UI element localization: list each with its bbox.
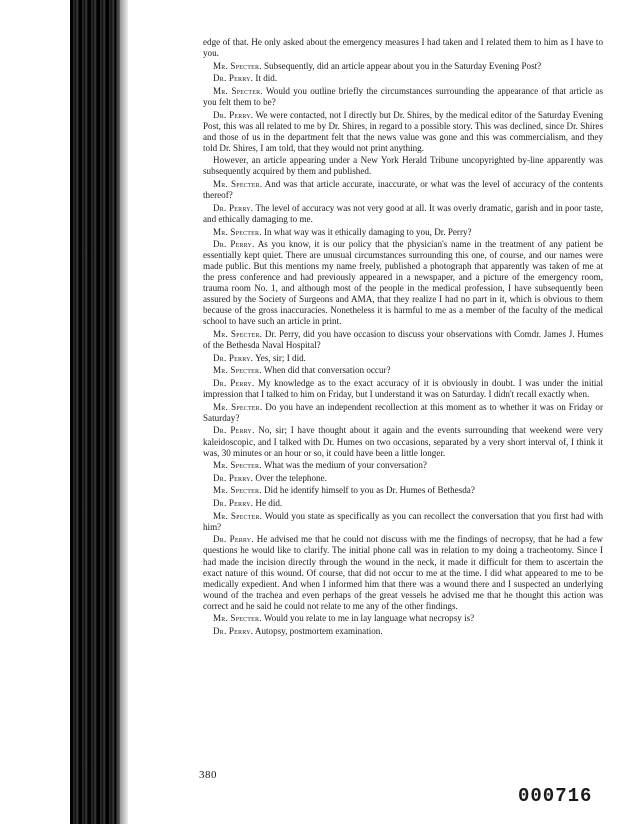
paragraph: Mr. Specter. What was the medium of your conversation? — [213, 460, 427, 471]
testimony-text — [203, 37, 603, 639]
paragraph: Dr. Perry. It did. — [213, 73, 278, 84]
paragraph: Mr. Specter. Would you outline briefly the circumstances surrounding the appearance of that article as you felt them to be? — [203, 85, 604, 108]
paragraph: Mr. Specter. Subsequently, did an article appear about you in the Saturday Evening Post? — [213, 60, 542, 71]
paragraph: Mr. Specter. Would you relate to me in lay language what necropsy is? — [213, 613, 475, 624]
paragraph: Mr. Specter. Do you have an independent recollection at this moment as to whether it was on Friday or Saturday? — [203, 401, 604, 423]
paragraph: Dr. Perry. He did. — [213, 498, 283, 509]
paragraph: Dr. Perry. Yes, sir; I did. — [213, 352, 306, 363]
page-gutter — [120, 0, 128, 824]
paragraph: Dr. Perry. My knowledge as to the exact accuracy of it is obviously in doubt. I was under the initial impression that I talked to him on Friday, but I understand it was on Saturday. I didn't recall exactly when. — [203, 378, 603, 400]
paragraph: Mr. Specter. Did he identify himself to you as Dr. Humes of Bethesda? — [213, 485, 475, 496]
paragraph: Dr. Perry. Autopsy, postmortem examination. — [213, 626, 383, 636]
paragraph: Dr. Perry. We were contacted, not I directly but Dr. Shires, by the medical editor of the Saturday Evening Post, this was all related to me by Dr. Shires, in regard to a possible story. This was declined, since Dr. Shires and those of us in the department felt that the news value was gone and this was commercialism, and they told Dr. Shires, I am told, that they would not print anything. — [203, 109, 603, 153]
paragraph: Dr. Perry. He advised me that he could not discuss with me the findings of necropsy, that he had a few questions he would like to clarify. The initial phone call was in relation to my doing a tracheotomy. Since I had made the incision directly through the wound in the neck, it made it difficult for them to ascertain the exact nature of this wound. Of course, that did not occur to me at the time. I did what appeared to me to be medically expedient. And when I informed him that there was a wound there and I suspected an underlying wound of the trachea and even perhaps of the great vessels he advised me that he thought this action was correct and he said he could not relate to me any of the other findings. — [203, 534, 603, 611]
paragraph: However, an article appearing under a New York Herald Tribune uncopyrighted by-line apparently was subsequently acquired by them and published. — [203, 155, 603, 177]
paragraph: Mr. Specter. Dr. Perry, did you have occasion to discuss your observations with Comdr. James J. Humes of the Bethesda Naval Hospital? — [203, 329, 604, 351]
paragraph: edge of that. He only asked about the emergency measures I had taken and I related them to him as I have to you. — [203, 37, 603, 59]
paragraph: Dr. Perry. Over the telephone. — [213, 472, 327, 483]
paragraph: Mr. Specter. And was that article accurate, inaccurate, or what was the level of accuracy of the contents thereof? — [203, 179, 603, 201]
paragraph: Mr. Specter. In what way was it ethically damaging to you, Dr. Perry? — [213, 226, 472, 237]
paragraph: Mr. Specter. When did that conversation occur? — [213, 365, 391, 376]
paragraph: Mr. Specter. Would you state as specifically as you can recollect the conversation that you first had with him? — [203, 510, 603, 532]
paragraph: Dr. Perry. No, sir; I have thought about it again and the events surrounding that weekend were very kaleidoscopic, and I talked with Dr. Humes on two occasions, separated by a very short interval of, I think it was, 30 minutes or an hour or so, it could have been a little longer. — [203, 425, 604, 458]
paragraph: Dr. Perry. The level of accuracy was not very good at all. It was overly dramatic, garish and in poor taste, and ethically damaging to me. — [203, 202, 604, 224]
book-binding-shadow — [70, 0, 118, 824]
bates-number: 000716 — [518, 785, 593, 807]
paragraph: Dr. Perry. As you know, it is our policy that the physician's name in the treatment of any patient be essentially kept quiet. There are unusual circumstances surrounding this one, of course, and our names were made public. But this mentions my name freely, published a photograph that apparently was taken of me at the press conference and had previously appeared in a newspaper, and a picture of the emergency room, trauma room No. 1, and although most of the people in the medical profession, I have subsequently been assured by the Society of Surgeons and AMA, that they realize I had no part in it, which is obvious to them because of the gross inaccuracies. Nonetheless it is harmful to me as a member of the faculty of the medical school to have such an article in print. — [203, 239, 603, 327]
page-number: 380 — [199, 769, 217, 781]
